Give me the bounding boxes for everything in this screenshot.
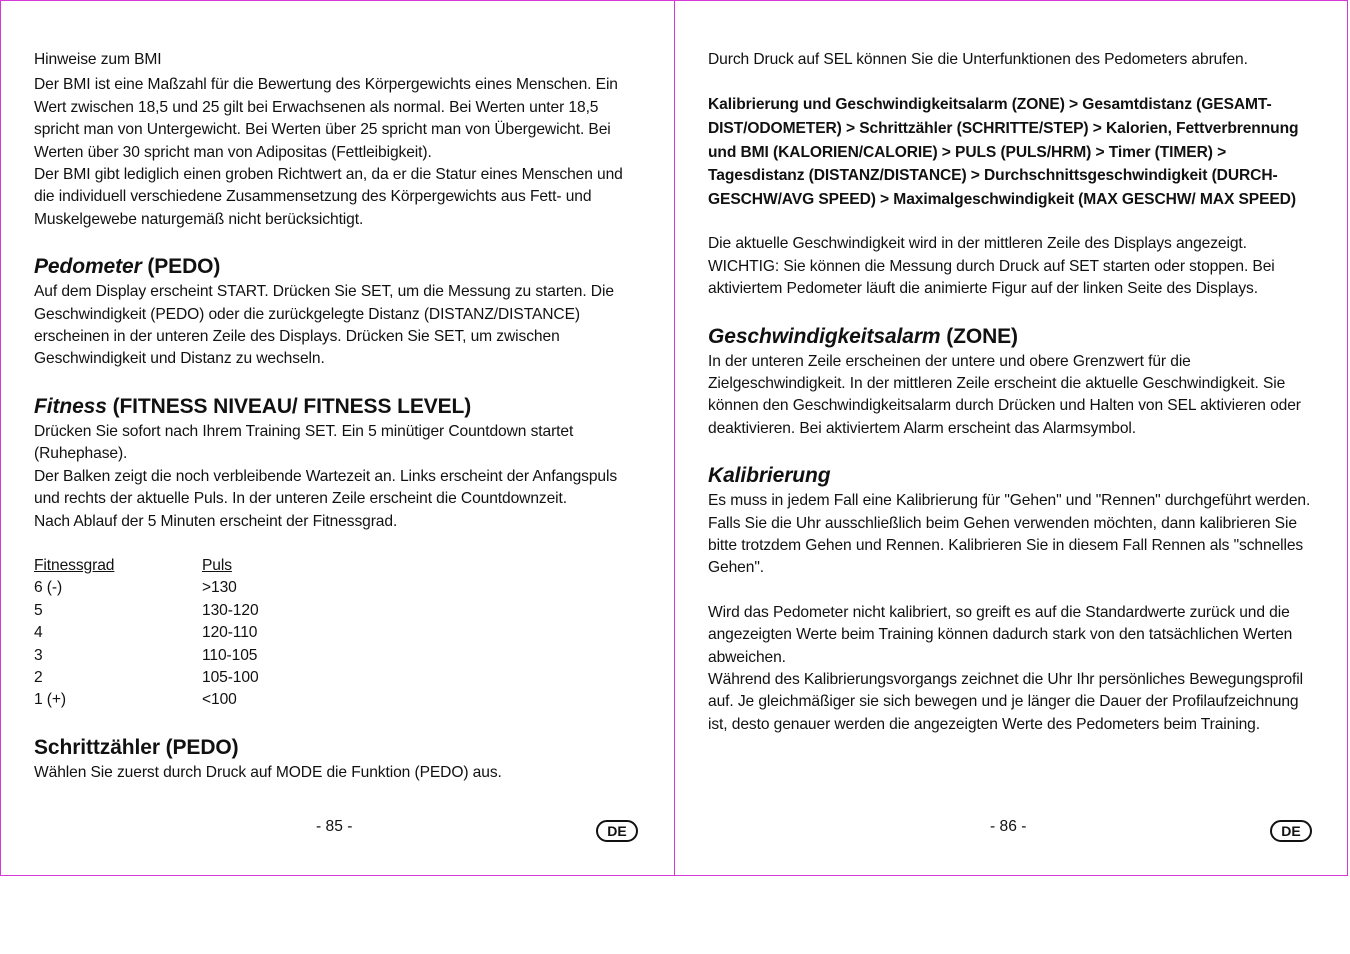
table-cell-pulse: <100 [202, 691, 237, 709]
page-85 [34, 0, 646, 876]
kalibrierung-paragraph-2: Wird das Pedometer nicht kalibriert, so greift es auf die Standardwerte zurück und die angezeigten Werte beim Training können dadurch stark von den tatsächlichen Werten abweichen. [708, 603, 1293, 666]
pedometer-heading-rest: (PEDO) [141, 255, 221, 279]
table-cell-grade: 6 (-) [34, 579, 63, 597]
table-cell-grade: 1 (+) [34, 691, 66, 709]
speed-paragraph: Die aktuelle Geschwindigkeit wird in der mittleren Zeile des Displays angezeigt. [708, 235, 1247, 253]
fitness-paragraph-3: Nach Ablauf der 5 Minuten erscheint der Fitnessgrad. [34, 512, 398, 530]
table-cell-grade: 2 [34, 668, 43, 686]
wichtig-label: WICHTIG: [708, 257, 780, 275]
pedometer-heading-italic: Pedometer [34, 255, 142, 279]
fitness-paragraph-2: Der Balken zeigt die noch verbleibende Wartezeit an. Links erscheint der Anfangspuls und rechts der aktuelle Puls. In der unteren Zeile erscheint die Countdownzeit. [34, 467, 618, 508]
zone-heading-italic: Geschwindigkeitsalarm [708, 324, 941, 348]
table-cell-grade: 4 [34, 624, 43, 642]
fitness-paragraph-1: Drücken Sie sofort nach Ihrem Training SET. Ein 5 minütiger Countdown startet (Ruhephase). [34, 422, 574, 463]
fitness-heading-italic: Fitness [34, 394, 107, 418]
page-number: - 86 - [990, 818, 1027, 835]
fitness-table-header-grade: Fitnessgrad [34, 556, 115, 574]
table-cell-pulse: >130 [202, 579, 237, 597]
table-cell-grade: 5 [34, 601, 43, 619]
bmi-paragraph-1: Der BMI ist eine Maßzahl für die Bewertung des Körpergewichts eines Menschen. Ein Wert zwischen 18,5 und 25 gilt bei Erwachsenen als normal. Bei Werten unter 18,5 spricht man von Untergewicht. Bei Werten über 25 spricht man von Übergewicht. Bei Werten über 30 spricht man von Adipositas (Fettleibigkeit). [34, 76, 618, 161]
fitness-table-header-row [34, 555, 259, 577]
kalibrierung-heading [708, 462, 1320, 490]
table-cell-pulse: 130-120 [202, 601, 259, 619]
wichtig-paragraph [708, 256, 1320, 301]
pedometer-paragraph: Auf dem Display erscheint START. Drücken Sie SET, um die Messung zu starten. Die Geschwindigkeit (PEDO) oder die zurückgelegte Distanz (DISTANZ/DISTANCE) erscheinen in der unteren Zeile des Displays. Drücken Sie SET, um zwischen Geschwindigkeit und Distanz zu wechseln. [34, 283, 614, 368]
zone-heading-rest: (ZONE) [940, 324, 1018, 348]
page-number: - 85 - [316, 818, 353, 835]
bmi-heading: Hinweise zum BMI [34, 51, 162, 68]
pedometer-heading [34, 253, 646, 281]
table-row [34, 577, 259, 599]
table-row [34, 689, 259, 711]
kalibrierung-paragraph-1: Es muss in jedem Fall eine Kalibrierung für "Gehen" und "Rennen" durchgeführt werden. Falls Sie die Uhr ausschließlich beim Gehen verwenden möchten, dann kalibrieren Sie bitte trotzdem Gehen und Rennen. Kalibrieren Sie in diesem Fall Rennen als "schnelles Gehen". [708, 492, 1311, 577]
kalibrierung-heading-italic: Kalibrierung [708, 464, 831, 488]
table-cell-pulse: 105-100 [202, 668, 259, 686]
table-row [34, 645, 259, 667]
table-row [34, 600, 259, 622]
schrittzaehler-heading: Schrittzähler (PEDO) [34, 735, 239, 759]
fitness-table-header-pulse: Puls [202, 556, 232, 574]
page-divider [674, 0, 675, 876]
schrittzaehler-paragraph: Wählen Sie zuerst durch Druck auf MODE die Funktion (PEDO) aus. [34, 763, 502, 781]
page-86 [708, 0, 1320, 876]
table-cell-grade: 3 [34, 646, 43, 664]
table-row [34, 667, 259, 689]
page-86-content [708, 49, 1320, 736]
intro-paragraph: Durch Druck auf SEL können Sie die Unterfunktionen des Pedometers abrufen. [708, 51, 1248, 68]
language-badge: DE [596, 820, 638, 842]
wichtig-text: Sie können die Messung durch Druck auf SET starten oder stoppen. Bei aktiviertem Pedometer läuft die animierte Figur auf der linken Seite des Displays. [708, 257, 1275, 298]
table-cell-pulse: 120-110 [202, 624, 258, 642]
fitness-heading-rest: (FITNESS NIVEAU/ FITNESS LEVEL) [106, 394, 472, 418]
kalibrierung-paragraph-3: Während des Kalibrierungsvorgangs zeichnet die Uhr Ihr persönliches Bewegungsprofil auf. Je gleichmäßiger sie sich bewegen und je länger die Dauer der Profilaufzeichnung ist, desto genauer werden die angezeigten Werte des Pedometers beim Training. [708, 671, 1303, 733]
bmi-paragraph-2: Der BMI gibt lediglich einen groben Richtwert an, da er die Statur eines Menschen und die individuell verschiedene Zusammensetzung des Körpergewichts aus Fett- und Muskelgewebe naturgemäß nicht berücksichtigt. [34, 166, 623, 228]
table-cell-pulse: 110-105 [202, 646, 258, 664]
zone-paragraph: In der unteren Zeile erscheinen der untere und obere Grenzwert für die Zielgeschwindigkeit. In der mittleren Zeile erscheint die aktuelle Geschwindigkeit. Sie können den Geschwindigkeitsalarm durch Drücken und Halten von SEL aktivieren oder deaktivieren. Bei aktiviertem Alarm erscheint das Alarmsymbol. [708, 352, 1301, 437]
function-sequence: Kalibrierung und Geschwindigkeitsalarm (ZONE) > Gesamtdistanz (GESAMT-DIST/ODOMETER) > Schrittzähler (SCHRITTE/STEP) > Kalorien, Fettverbrennung und BMI (KALORIEN/CALORIE) > PULS (PULS/HRM) > Timer (TIMER) > Tagesdistanz (DISTANZ/DISTANCE) > Durchschnittsgeschwindigkeit (DURCH-GESCHW/AVG SPEED) > Maximalgeschwindigkeit (MAX GESCHW/ MAX SPEED) [708, 96, 1299, 208]
language-badge: DE [1270, 820, 1312, 842]
fitness-table [34, 555, 259, 712]
fitness-heading [34, 393, 646, 421]
page-85-content [34, 49, 646, 784]
table-row [34, 622, 259, 644]
zone-heading [708, 323, 1320, 351]
